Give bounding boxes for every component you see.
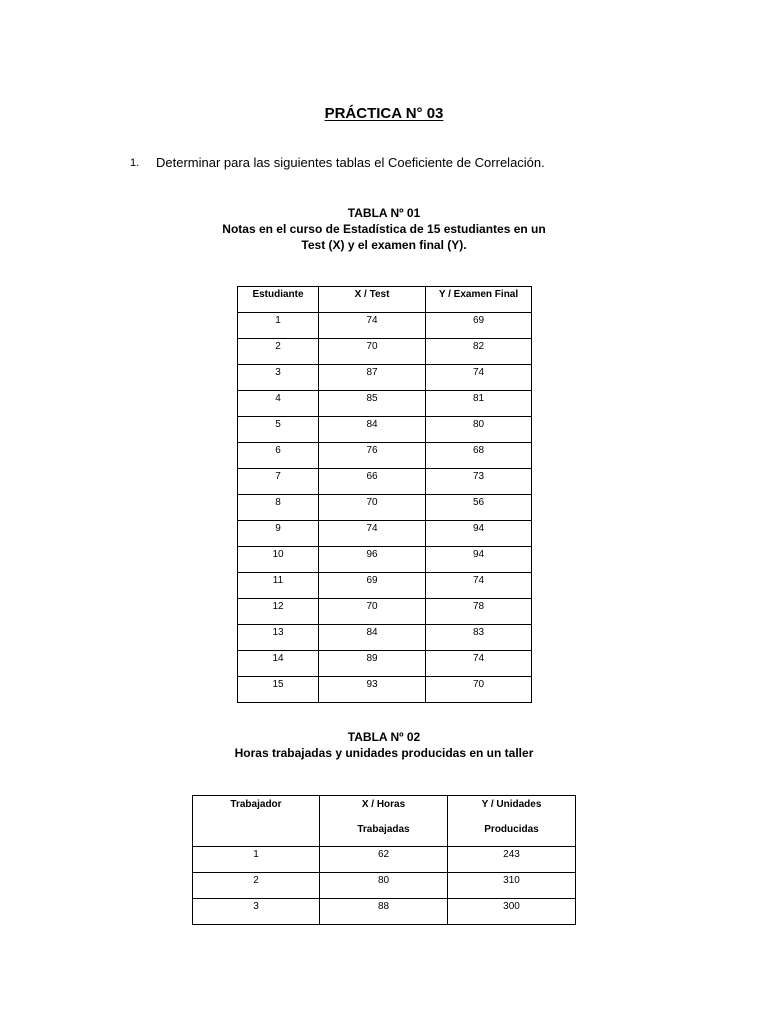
table-cell: 1 bbox=[193, 847, 320, 873]
table1-title: TABLA Nº 01 bbox=[347, 206, 421, 220]
table-cell: 84 bbox=[319, 625, 426, 651]
column-header-student: Estudiante bbox=[238, 287, 319, 313]
table-cell: 70 bbox=[319, 599, 426, 625]
table1-student-grades bbox=[237, 286, 532, 703]
page-title: PRÁCTICA N° 03 bbox=[324, 105, 444, 122]
table-cell: 13 bbox=[238, 625, 319, 651]
table-row bbox=[238, 313, 532, 339]
table-cell: 89 bbox=[319, 651, 426, 677]
table-cell: 3 bbox=[238, 365, 319, 391]
table-cell: 8 bbox=[238, 495, 319, 521]
table-cell: 12 bbox=[238, 599, 319, 625]
table-cell: 80 bbox=[426, 417, 532, 443]
table-header-row bbox=[193, 796, 576, 847]
column-header-test: X / Test bbox=[319, 287, 426, 313]
table-cell: 85 bbox=[319, 391, 426, 417]
table-cell: 2 bbox=[238, 339, 319, 365]
table-row bbox=[238, 599, 532, 625]
table2-description: Horas trabajadas y unidades producidas en un taller bbox=[234, 746, 534, 760]
table-cell: 80 bbox=[320, 873, 448, 899]
column-header-units bbox=[448, 796, 576, 847]
table-cell: 6 bbox=[238, 443, 319, 469]
table-cell: 70 bbox=[319, 495, 426, 521]
table1-description-line1: Notas en el curso de Estadística de 15 estudiantes en un bbox=[222, 222, 546, 236]
table-cell: 7 bbox=[238, 469, 319, 495]
table-row bbox=[238, 625, 532, 651]
table-cell: 69 bbox=[319, 573, 426, 599]
table-cell: 310 bbox=[448, 873, 576, 899]
table-cell: 300 bbox=[448, 899, 576, 925]
column-header-hours bbox=[320, 796, 448, 847]
table-cell: 11 bbox=[238, 573, 319, 599]
table-cell: 84 bbox=[319, 417, 426, 443]
column-header-line2: Trabajadas bbox=[357, 824, 410, 835]
table-cell: 74 bbox=[426, 573, 532, 599]
table-cell: 9 bbox=[238, 521, 319, 547]
table-header-row bbox=[238, 287, 532, 313]
table-row bbox=[238, 365, 532, 391]
table-cell: 73 bbox=[426, 469, 532, 495]
table-cell: 74 bbox=[426, 651, 532, 677]
table-cell: 14 bbox=[238, 651, 319, 677]
table-cell: 70 bbox=[319, 339, 426, 365]
column-header-line1: X / Horas bbox=[361, 799, 406, 810]
table-cell: 74 bbox=[426, 365, 532, 391]
table-row bbox=[238, 547, 532, 573]
table-cell: 5 bbox=[238, 417, 319, 443]
table-cell: 74 bbox=[319, 521, 426, 547]
table-cell: 82 bbox=[426, 339, 532, 365]
table-cell: 3 bbox=[193, 899, 320, 925]
table-row bbox=[238, 469, 532, 495]
table-cell: 94 bbox=[426, 521, 532, 547]
question-number: 1. bbox=[130, 157, 140, 169]
column-header-line1: Y / Unidades bbox=[481, 799, 542, 810]
question-text: Determinar para las siguientes tablas el Coeficiente de Correlación. bbox=[156, 155, 545, 170]
table-cell: 243 bbox=[448, 847, 576, 873]
table-cell: 93 bbox=[319, 677, 426, 703]
table-cell: 66 bbox=[319, 469, 426, 495]
table-row bbox=[238, 417, 532, 443]
table-cell: 69 bbox=[426, 313, 532, 339]
question-1 bbox=[130, 155, 545, 170]
table-row bbox=[238, 521, 532, 547]
column-header-line1: Trabajador bbox=[230, 799, 282, 810]
table-cell: 88 bbox=[320, 899, 448, 925]
table-cell: 68 bbox=[426, 443, 532, 469]
column-header-line2: Producidas bbox=[484, 824, 539, 835]
table-row bbox=[238, 677, 532, 703]
table-row bbox=[238, 573, 532, 599]
table-row bbox=[238, 495, 532, 521]
table-row bbox=[238, 443, 532, 469]
table-cell: 94 bbox=[426, 547, 532, 573]
table1-caption bbox=[0, 205, 768, 253]
column-header-final-exam: Y / Examen Final bbox=[426, 287, 532, 313]
table2-title: TABLA Nº 02 bbox=[347, 730, 421, 744]
table-row bbox=[238, 391, 532, 417]
table-cell: 15 bbox=[238, 677, 319, 703]
table1-description-line2: Test (X) y el examen final (Y). bbox=[301, 238, 467, 252]
table-row bbox=[238, 651, 532, 677]
table-cell: 56 bbox=[426, 495, 532, 521]
table-row bbox=[193, 873, 576, 899]
table-cell: 10 bbox=[238, 547, 319, 573]
table-row bbox=[193, 847, 576, 873]
table-cell: 2 bbox=[193, 873, 320, 899]
table-cell: 78 bbox=[426, 599, 532, 625]
table-cell: 81 bbox=[426, 391, 532, 417]
table2-caption bbox=[0, 729, 768, 761]
table-cell: 96 bbox=[319, 547, 426, 573]
table-row bbox=[238, 339, 532, 365]
column-header-worker bbox=[193, 796, 320, 847]
table-cell: 1 bbox=[238, 313, 319, 339]
table-cell: 83 bbox=[426, 625, 532, 651]
table-cell: 70 bbox=[426, 677, 532, 703]
table-cell: 76 bbox=[319, 443, 426, 469]
table-cell: 62 bbox=[320, 847, 448, 873]
table-cell: 87 bbox=[319, 365, 426, 391]
table-cell: 74 bbox=[319, 313, 426, 339]
table2-worker-production bbox=[192, 795, 576, 925]
table-cell: 4 bbox=[238, 391, 319, 417]
table-row bbox=[193, 899, 576, 925]
